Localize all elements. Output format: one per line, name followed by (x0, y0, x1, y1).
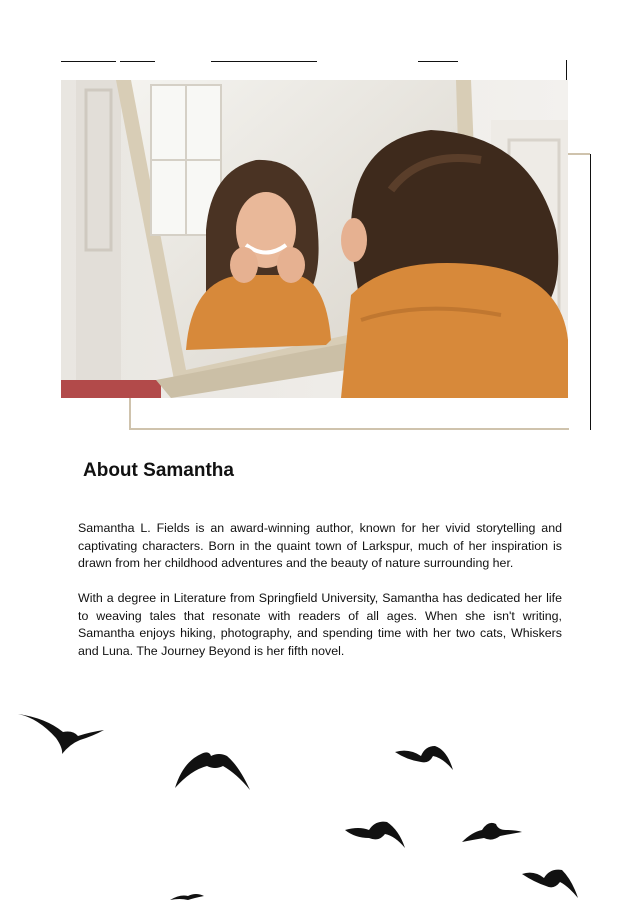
bird-silhouette-icon (345, 818, 407, 850)
about-paragraph-2: With a degree in Literature from Springfield University, Samantha has dedicated her life to weaving tales that resonate with readers of all ages. When she isn't writing, Samantha enjoys hiking, photography, and spending time with her two cats, Whiskers and Luna. The Journey Beyond is her fifth novel. (78, 591, 562, 658)
bird-silhouette-icon (395, 742, 455, 772)
bird-silhouette-icon (18, 710, 106, 758)
header-rule-2 (120, 61, 155, 62)
photo-frame-left (129, 396, 131, 430)
header-rule-3 (211, 61, 317, 62)
photo-frame-bottom (129, 428, 569, 430)
photo-frame-right-top (566, 153, 590, 155)
about-paragraph-1: Samantha L. Fields is an award-winning author, known for her vivid storytelling and captivating characters. Born in the quaint town of Larkspur, much of her inspiration is drawn from her childhood adventures and the beauty of nature surrounding her. (78, 521, 562, 570)
header-rule-1 (61, 61, 116, 62)
about-heading: About Samantha (83, 460, 234, 481)
woman-mirror-photo-icon (61, 80, 568, 398)
bird-silhouette-icon (462, 818, 524, 846)
right-vertical-line-2 (590, 154, 591, 430)
bird-silhouette-icon (175, 748, 253, 792)
bird-silhouette-icon (522, 866, 580, 900)
bird-silhouette-icon (170, 890, 206, 902)
header-rule-4 (418, 61, 458, 62)
author-photo (61, 80, 568, 398)
